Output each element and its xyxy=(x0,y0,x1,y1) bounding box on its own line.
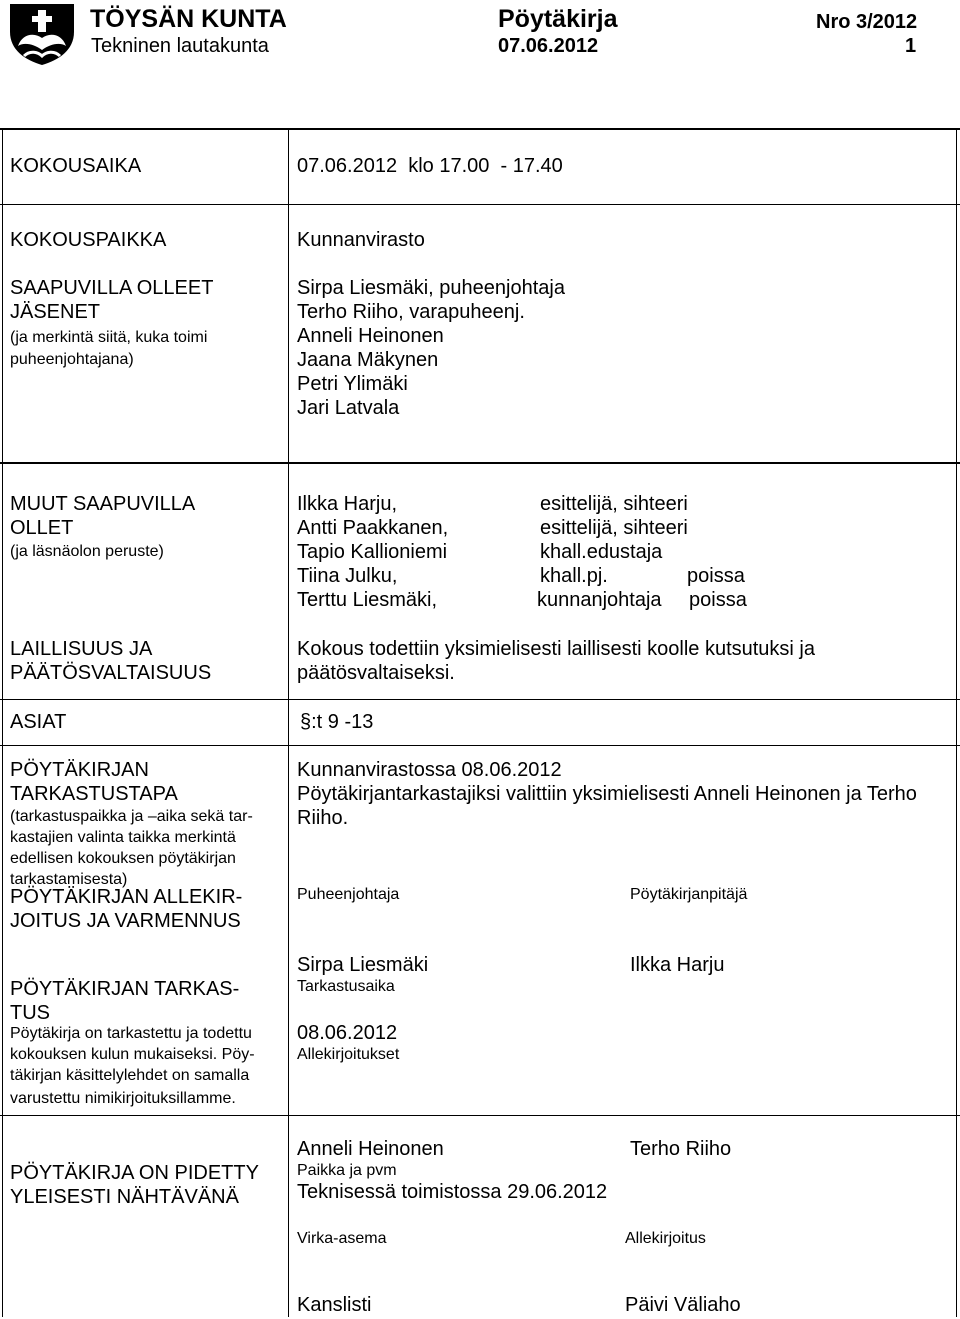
member-name: Jari Latvala xyxy=(297,397,400,419)
inspection-label: PÖYTÄKIRJAN xyxy=(10,759,149,781)
page-number: 1 xyxy=(905,35,917,57)
chair-name: Sirpa Liesmäki xyxy=(297,954,429,976)
members-label: SAAPUVILLA OLLEET xyxy=(10,277,214,299)
members-list xyxy=(297,276,565,420)
inspection-note: edellisen kokouksen pöytäkirjan xyxy=(10,850,236,867)
member-name: Anneli Heinonen xyxy=(297,325,444,347)
attendee-name: Tapio Kallioniemi xyxy=(297,541,448,563)
inspection-label: TARKASTUSTAPA xyxy=(10,783,178,805)
meeting-time-label: KOKOUSAIKA xyxy=(10,155,142,177)
attendee-status: poissa xyxy=(689,589,747,611)
attendee-name: Tiina Julku, xyxy=(297,565,398,587)
members-label: JÄSENET xyxy=(10,301,101,323)
row-divider xyxy=(0,699,960,700)
secretary-caption: Pöytäkirjanpitäjä xyxy=(630,886,748,903)
public-label: YLEISESTI NÄHTÄVÄNÄ xyxy=(10,1186,239,1208)
inspection-text: Pöytäkirjantarkastajiksi valittiin yksimielisesti Anneli Heinonen ja Terho xyxy=(297,783,917,805)
position-value: Kanslisti xyxy=(297,1294,372,1316)
inspection-text: Riiho. xyxy=(297,807,349,829)
meeting-time-value: 07.06.2012 klo 17.00 - 17.40 xyxy=(297,155,563,177)
attendee-role: khall.pj. xyxy=(540,565,608,587)
row-divider xyxy=(0,745,960,746)
minutes-number: Nro 3/2012 xyxy=(816,11,918,33)
inspection-note: tarkastamisesta) xyxy=(10,871,128,888)
member-name: Jaana Mäkynen xyxy=(297,349,439,371)
check-label: TUS xyxy=(10,1002,50,1024)
inspection-time-value: 08.06.2012 xyxy=(297,1022,398,1044)
member-name: Petri Ylimäki xyxy=(297,373,408,395)
attendee-status: poissa xyxy=(687,565,745,587)
legality-text: Kokous todettiin yksimielisesti laillisesti koolle kutsutuksi ja xyxy=(297,638,815,660)
attendee-role: khall.edustaja xyxy=(540,541,663,563)
signing-label: PÖYTÄKIRJAN ALLEKIR- xyxy=(10,886,243,908)
legality-label: PÄÄTÖSVALTAISUUS xyxy=(10,662,212,684)
signing-label: JOITUS JA VARMENNUS xyxy=(10,910,241,932)
row-divider xyxy=(0,204,960,205)
column-divider xyxy=(288,128,289,1317)
items-label: ASIAT xyxy=(10,711,67,733)
attendee-role: kunnanjohtaja xyxy=(537,589,662,611)
attendee-name: Ilkka Harju, xyxy=(297,493,398,515)
meeting-date: 07.06.2012 xyxy=(498,35,599,57)
inspection-sublabel xyxy=(10,806,253,890)
others-names xyxy=(297,492,448,612)
others-sublabel: (ja läsnäolon peruste) xyxy=(10,543,164,560)
member-name: Sirpa Liesmäki, puheenjohtaja xyxy=(297,277,565,299)
meeting-place-value: Kunnanvirasto xyxy=(297,229,425,251)
document-type: Pöytäkirja xyxy=(498,5,618,33)
public-label: PÖYTÄKIRJA ON PIDETTY xyxy=(10,1162,259,1184)
committee-name: Tekninen lautakunta xyxy=(91,35,269,57)
attendee-role: esittelijä, sihteeri xyxy=(540,517,688,539)
check-note: kokouksen kulun mukaiseksi. Pöy- xyxy=(10,1046,255,1063)
member-name: Terho Riiho, varapuheenj. xyxy=(297,301,525,323)
attendee-name: Terttu Liesmäki, xyxy=(297,589,438,611)
inspection-time-caption: Tarkastusaika xyxy=(297,978,395,995)
inspection-text: Kunnanvirastossa 08.06.2012 xyxy=(297,759,562,781)
legality-text: päätösvaltaiseksi. xyxy=(297,662,455,684)
chair-caption: Puheenjohtaja xyxy=(297,886,400,903)
check-sublabel xyxy=(10,1023,255,1109)
municipality-name: TÖYSÄN KUNTA xyxy=(90,5,287,33)
items-value: §:t 9 -13 xyxy=(300,711,374,733)
others-label: OLLET xyxy=(10,517,74,539)
place-date-caption: Paikka ja pvm xyxy=(297,1162,397,1179)
position-caption: Virka-asema xyxy=(297,1230,387,1247)
inspector-name: Terho Riiho xyxy=(630,1138,732,1160)
others-label: MUUT SAAPUVILLA xyxy=(10,493,196,515)
signature-caption: Allekirjoitus xyxy=(625,1230,706,1247)
check-note: varustettu nimikirjoituksillamme. xyxy=(10,1090,236,1107)
members-sublabel: puheenjohtajana) xyxy=(10,351,134,368)
signatures-caption: Allekirjoitukset xyxy=(297,1046,400,1063)
column-divider xyxy=(2,128,3,1317)
secretary-name: Ilkka Harju xyxy=(630,954,725,976)
signature-value: Päivi Väliaho xyxy=(625,1294,741,1316)
legality-label: LAILLISUUS JA xyxy=(10,638,153,660)
inspector-name: Anneli Heinonen xyxy=(297,1138,444,1160)
header-divider xyxy=(0,128,960,130)
attendee-name: Antti Paakkanen, xyxy=(297,517,449,539)
check-note: Pöytäkirja on tarkastettu ja todettu xyxy=(10,1025,252,1042)
check-label: PÖYTÄKIRJAN TARKAS- xyxy=(10,978,240,1000)
row-divider xyxy=(0,462,960,464)
column-divider xyxy=(956,128,957,1317)
coat-of-arms-logo xyxy=(4,2,80,66)
place-date-value: Teknisessä toimistossa 29.06.2012 xyxy=(297,1181,608,1203)
row-divider xyxy=(0,1115,960,1116)
check-note: täkirjan käsittelylehdet on samalla xyxy=(10,1067,250,1084)
attendee-role: esittelijä, sihteeri xyxy=(540,493,688,515)
inspection-note: kastajien valinta taikka merkintä xyxy=(10,829,236,846)
inspection-note: (tarkastuspaikka ja –aika sekä tar- xyxy=(10,808,253,825)
members-sublabel: (ja merkintä siitä, kuka toimi xyxy=(10,329,208,346)
meeting-place-label: KOKOUSPAIKKA xyxy=(10,229,167,251)
